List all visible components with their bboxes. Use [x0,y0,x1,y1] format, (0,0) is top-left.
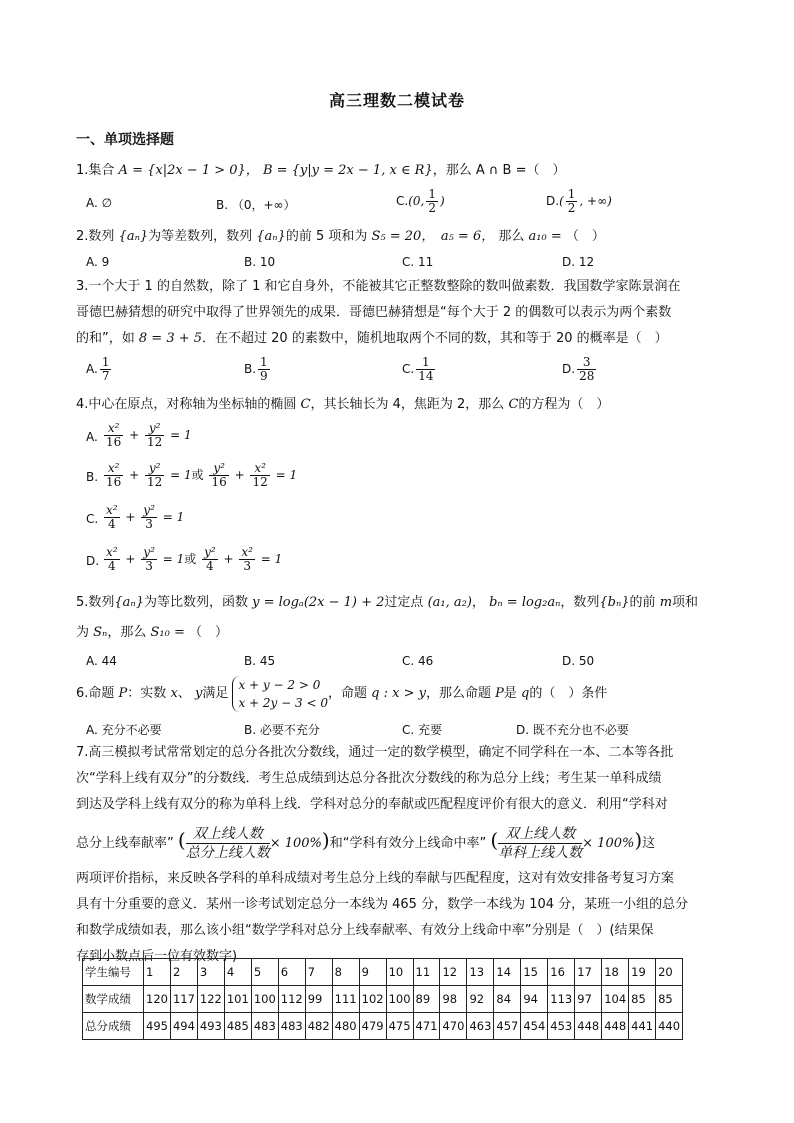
q4-b-term1 [104,462,123,489]
table-cell: 16 [548,959,575,986]
table-cell: 471 [413,1013,440,1040]
q4-b-t1-num: x² [104,462,123,476]
q4-b-t3-num: y² [209,462,228,476]
table-cell: 482 [305,1013,332,1040]
page-title: 高三理数二模试卷 [328,91,465,110]
table-cell: 94 [521,986,548,1013]
table-cell: 463 [467,1013,494,1040]
q4-a-t1-den: 16 [106,435,122,449]
q4-c-term2 [141,504,157,531]
q7-line-4-b: 和“学科有效分上线命中率” [329,836,487,851]
table-cell: 104 [602,986,629,1013]
q2-seq: {aₙ} [118,229,149,244]
section-heading: 一、单项选择题 [76,132,174,148]
table-cell: 495 [144,1013,171,1040]
q5-text-d: ， [471,595,485,610]
q7-fraction-2-den: 单科上线人数 [498,845,583,861]
q4-option-b-math [102,462,297,489]
q5-sn: Sₙ [93,625,108,640]
q2-option-c[interactable]: C. 11 [402,255,434,269]
q3-option-b-num: 1 [260,355,268,369]
row-header-id: 学生编号 [83,959,144,986]
q4-c-t1-den: 4 [107,517,116,531]
q1-set-a: A = {x|2x − 1 > 0}， [118,163,259,178]
q4-a-plus: + [129,428,140,442]
q4-b-eq: = 1 [170,468,192,482]
q5-text-c: 过定点 [384,595,424,610]
table-cell: 98 [440,986,467,1013]
q1-option-b[interactable]: B. （0，+∞） [216,198,296,212]
table-cell: 89 [413,986,440,1013]
table-cell: 1 [144,959,171,986]
table-cell: 5 [251,959,278,986]
q1-option-c-open: (0, [408,194,425,208]
table-cell: 113 [548,986,575,1013]
q4-option-c-math [102,504,184,531]
q2-text-d: 那么 [498,229,525,244]
q4-d-term3 [202,546,218,573]
q1-option-d-label: D. [546,194,560,208]
q7-times-1: × 100% [269,836,322,851]
q4-b-term3 [209,462,228,489]
q5-m: m [659,595,673,610]
q3-option-a-label: A. [86,362,98,376]
table-row-ids [83,959,683,986]
table-cell: 13 [467,959,494,986]
q3-option-a-fraction [100,356,112,383]
q4-option-a-label: A. [86,430,98,444]
table-cell: 10 [386,959,413,986]
q4-b-t4-num: x² [250,462,269,476]
table-cell: 100 [386,986,413,1013]
table-cell: 457 [494,1013,521,1040]
table-cell: 112 [278,986,305,1013]
q3-option-b-den: 9 [260,369,268,383]
q6-p: P [118,686,128,701]
question-5 [76,590,724,646]
q2-seq-2: {aₙ} [256,229,286,244]
question-6 [76,675,724,713]
q1-set-b: B = {y|y = 2x − 1, x ∈ R} [262,163,433,178]
q7-formula-1: ( [177,828,186,852]
q1-option-d-den: 2 [567,201,576,215]
q3-option-c-num: 1 [416,356,435,370]
q4-a-term1 [104,422,123,449]
q3-option-b-label: B. [244,362,257,376]
q5-text-f: 的前 [629,595,656,610]
q4-option-c-label: C. [86,512,99,526]
q4-d-t3-num: y² [204,545,216,559]
q7-fraction-1-den: 总分上线人数 [185,845,270,861]
q4-option-b[interactable] [86,462,706,496]
q7-line-2: 次“学科上线有双分”的分数线．考生总成绩到达总分各批次分数线的称为总分上线；考生某一单科成绩 [76,771,662,786]
question-1 [76,158,724,184]
q3-option-c-fraction [416,356,435,383]
q6-inequality-1: x + y − 2 > 0 [238,677,321,692]
q6-text-h: 的（ ）条件 [529,686,608,701]
table-cell: 18 [602,959,629,986]
table-cell: 15 [521,959,548,986]
q6-option-d[interactable]: D. 既不充分也不必要 [516,723,629,737]
q2-text-c: 的前 5 项和为 [285,229,368,244]
q4-option-d-label: D. [86,554,100,568]
q6-p-2: P [495,686,504,701]
question-3 [76,274,724,352]
q7-line-4 [76,818,726,866]
q5-option-b[interactable]: B. 45 [244,654,276,668]
q4-d-t4-den: 3 [243,559,251,573]
table-cell: 19 [629,959,656,986]
q5-text-g: 项和 [672,595,699,610]
table-cell: 14 [494,959,521,986]
q4-d-t1-num: x² [106,545,118,559]
q4-d-term4 [239,546,255,573]
q6-option-b[interactable]: B. 必要不充分 [244,723,320,737]
q5-point: (a₁, a₂) [427,595,472,610]
q4-d-t2-num: y² [143,545,155,559]
q2-text-a: 2.数列 [76,229,115,244]
table-cell: 6 [278,959,305,986]
q3-options [86,356,706,388]
q6-text-c: 、 [177,686,191,701]
q4-c-t2-num: y² [143,503,155,517]
table-cell: 20 [656,959,683,986]
table-cell: 470 [440,1013,467,1040]
table-cell: 122 [197,986,224,1013]
table-cell: 85 [629,986,656,1013]
table-cell: 11 [413,959,440,986]
q5-s10: S₁₀ = [150,625,185,640]
table-cell: 483 [251,1013,278,1040]
q4-text-b: ，其长轴长为 4，焦距为 2，那么 [310,397,505,412]
q4-a-term2 [145,422,164,449]
table-cell: 441 [629,1013,656,1040]
q5-line-1 [76,590,724,616]
q4-d-term2 [141,546,157,573]
q4-d-eq-2: = 1 [260,552,283,566]
table-cell: 117 [170,986,197,1013]
q6-text-f: ，那么命题 [425,686,491,701]
q3-option-a-num: 1 [101,355,110,369]
q3-option-b[interactable] [244,356,272,383]
q6-option-a[interactable]: A. 充分不必要 [86,723,162,737]
q2-option-b[interactable]: B. 10 [244,255,276,269]
q6-q-2: q [521,686,530,701]
q4-b-plus: + [129,468,140,482]
table-cell: 120 [144,986,171,1013]
q3-option-c-label: C. [402,362,415,376]
q5-text-b: 为等比数列，函数 [143,595,248,610]
q4-option-d-math [102,546,282,573]
table-cell: 17 [575,959,602,986]
q3-line-2: 哥德巴赫猜想的研究中取得了世界领先的成果．哥德巴赫猜想是“每个大于 2 的偶数可以表示为两个素数 [76,305,672,320]
q2-text-b: 为等差数列，数列 [148,229,253,244]
q5-option-d[interactable]: D. 50 [562,654,595,668]
table-cell: 485 [224,1013,251,1040]
q4-option-b-label: B. [86,470,99,484]
q1-options [86,187,706,218]
q2-target: a₁₀ = [528,229,562,244]
q3-line-3 [76,326,724,352]
q5-seq: {aₙ} [114,595,144,610]
q6-y: y [194,686,203,701]
q2-condition: S₅ = 20， a₅ = 6， [371,229,495,244]
table-cell: 475 [386,1013,413,1040]
q2-text-e: （ ） [565,229,605,244]
q5-options [86,654,706,674]
q7-line-6: 具有十分重要的意义．某州一诊考试划定总分一本线为 465 分，数学一本线为 104 分，某班一小组的总分 [76,897,689,912]
q7-line-1: 7.高三模拟考试常常划定的总分各批次分数线，通过一定的数学模型，确定不同学科在一本、二本等各批 [76,745,674,760]
q6-inequality-2: x + 2y − 3 < 0 [238,695,328,710]
q5-bn: bₙ = log₂aₙ [489,595,561,610]
q6-x: x [170,686,178,701]
q3-line-3-a: 的和”，如 [76,331,135,346]
q4-d-t3-den: 4 [206,559,214,573]
table-cell: 3 [197,959,224,986]
q5-line-2-b: ，那么 [107,625,147,640]
q3-option-d-den: 28 [579,369,595,383]
q6-text-a: 6.命题 [76,686,115,701]
q5-option-c[interactable]: C. 46 [402,654,434,668]
table-cell: 2 [170,959,197,986]
q4-b-plus-2: + [234,468,245,482]
q5-seqb: {bₙ} [599,595,630,610]
q7-fraction-1 [186,825,270,862]
q3-option-c-den: 14 [418,369,434,383]
q7-line-3: 到达及学科上线有双分的称为单科上线．学科对总分的奉献或匹配程度评价有很大的意义．利用“学科对 [76,797,668,812]
q1-option-c-close: ) [439,194,445,208]
question-2 [76,224,724,250]
q4-var-2: C [508,397,519,412]
q5-option-a[interactable]: A. 44 [86,654,117,668]
q4-a-t2-num: y² [145,422,164,436]
table-cell: 483 [278,1013,305,1040]
q3-option-d-num: 3 [577,356,596,370]
q1-option-d-open: ( [559,194,564,208]
q1-option-d-fraction [566,188,578,215]
table-cell: 101 [224,986,251,1013]
q4-option-a-math [102,422,192,449]
table-cell: 99 [305,986,332,1013]
q4-c-t1-num: x² [106,503,118,517]
q4-b-t3-den: 16 [211,475,227,489]
q3-option-d-fraction [577,356,596,383]
table-cell: 111 [332,986,359,1013]
q7-line-5: 两项评价指标，来反映各学科的单科成绩对考生总分上线的奉献与匹配程度，这对有效安排备考复习方案 [76,871,675,886]
q7-fraction-2 [498,825,582,862]
q1-option-d-close: , +∞) [579,194,612,208]
table-cell: 494 [170,1013,197,1040]
q4-b-t4-den: 12 [252,475,268,489]
q4-option-a[interactable] [86,422,706,456]
q6-text-e: ，命题 [327,686,367,701]
q7-fraction-1-num: 双上线人数 [186,825,270,844]
q1-option-c-den: 2 [428,201,436,215]
score-table [82,958,683,1040]
q7-line-4-c: 这 [642,836,656,851]
q4-text-c: 的方程为（ ） [518,397,610,412]
q4-d-term1 [104,546,120,573]
q4-option-d[interactable] [86,546,706,580]
q4-c-eq: = 1 [162,510,185,524]
q1-option-a[interactable]: A. ∅ [86,196,113,210]
q6-text-g: 是 [503,686,517,701]
q5-line-2 [76,620,724,646]
q4-text-a: 4.中心在原点，对称轴为坐标轴的椭圆 [76,397,297,412]
q4-b-term4 [250,462,269,489]
q4-d-t4-num: x² [241,545,253,559]
q6-q: q : x > y [371,686,426,701]
table-cell: 4 [224,959,251,986]
q7-fraction-2-num: 双上线人数 [498,825,582,844]
table-cell: 97 [575,986,602,1013]
q5-text-a: 5.数列 [76,595,115,610]
q6-text-b: ：实数 [127,686,167,701]
table-cell: 479 [359,1013,386,1040]
q1-option-c-num: 1 [428,187,436,201]
q4-c-t2-den: 3 [145,517,153,531]
table-cell: 440 [656,1013,683,1040]
table-row-total [83,1013,683,1040]
table-cell: 102 [359,986,386,1013]
q4-b-t2-num: y² [145,462,164,476]
q4-option-c[interactable] [86,504,706,538]
table-cell: 12 [440,959,467,986]
q7-formula-1-close: ) [321,828,330,852]
q3-equation: 8 = 3 + 5 [138,331,203,346]
q6-text-d: 满足 [202,686,229,701]
table-cell: 448 [602,1013,629,1040]
q4-b-term2 [145,462,164,489]
q5-line-2-c: （ ） [189,625,229,640]
row-header-total: 总分成绩 [83,1013,144,1040]
q4-a-t1-num: x² [104,422,123,436]
table-cell: 7 [305,959,332,986]
q4-c-term1 [104,504,120,531]
table-cell: 9 [359,959,386,986]
question-7 [76,740,726,970]
q4-d-eq: = 1 [162,552,185,566]
q4-d-plus-2: + [223,552,234,566]
q1-prefix: 1.集合 [76,163,115,178]
q3-option-b-fraction [258,356,270,383]
q7-formula-2-close: ) [634,828,643,852]
question-4 [76,392,724,418]
q3-option-a-den: 7 [101,369,110,383]
q4-d-t2-den: 3 [145,559,153,573]
q6-options [86,721,706,741]
q1-option-c-fraction [426,188,438,215]
table-cell: 448 [575,1013,602,1040]
table-cell: 84 [494,986,521,1013]
q2-options [86,255,706,275]
table-row-math [83,986,683,1013]
q2-option-d[interactable]: D. 12 [562,255,595,269]
q4-b-eq-2: = 1 [275,468,298,482]
q4-b-t2-den: 12 [147,475,163,489]
q4-a-t2-den: 12 [147,435,163,449]
q5-function: y = logₐ(2x − 1) + 2 [252,595,385,610]
table-cell: 8 [332,959,359,986]
q4-b-t1-den: 16 [106,475,122,489]
q4-d-t1-den: 4 [107,559,116,573]
q1-option-c[interactable] [396,188,445,215]
q4-d-or: 或 [184,552,197,566]
table-cell: 493 [197,1013,224,1040]
q4-a-eq: = 1 [170,428,192,442]
table-cell: 480 [332,1013,359,1040]
q1-tail: ，那么 A ∩ B =（ ） [432,163,566,178]
table-cell: 92 [467,986,494,1013]
q3-option-d-label: D. [562,362,576,376]
q3-option-c[interactable] [402,356,437,383]
q5-line-2-a: 为 [76,625,90,640]
table-cell: 454 [521,1013,548,1040]
q1-option-c-label: C. [396,194,409,208]
q7-formula-2: ( [490,828,499,852]
q3-option-a[interactable] [86,356,113,383]
q3-line-3-b: ．在不超过 20 的素数中，随机地取两个不同的数，其和等于 20 的概率是（ ） [202,331,668,346]
q3-line-1: 3.一个大于 1 的自然数，除了 1 和它自身外，不能被其它正整数整除的数叫做素数．我国数学家陈景润在 [76,279,681,294]
q4-b-or: 或 [191,468,204,482]
q3-option-d[interactable] [562,356,598,383]
table-cell: 85 [656,986,683,1013]
q7-times-2: × 100% [582,836,635,851]
q1-option-d-num: 1 [567,187,576,201]
q4-c-plus: + [125,510,136,524]
q6-inequality-system [232,676,328,712]
q4-var: C [300,397,311,412]
q7-line-7: 和数学成绩如表，那么该小组“数学学科对总分上线奉献率、有效分上线命中率”分别是（ ）(结果保 [76,923,654,938]
q1-option-d[interactable] [546,188,612,215]
table-cell: 100 [251,986,278,1013]
q6-option-c[interactable]: C. 充要 [402,723,443,737]
q2-option-a[interactable]: A. 9 [86,255,110,269]
row-header-math: 数学成绩 [83,986,144,1013]
q5-text-e: ，数列 [560,595,600,610]
table-cell: 453 [548,1013,575,1040]
q7-line-4-a: 总分上线奉献率” [76,836,174,851]
q4-d-plus: + [125,552,136,566]
q7-line-8: 存到小数点后一位有效数字) [76,949,238,964]
